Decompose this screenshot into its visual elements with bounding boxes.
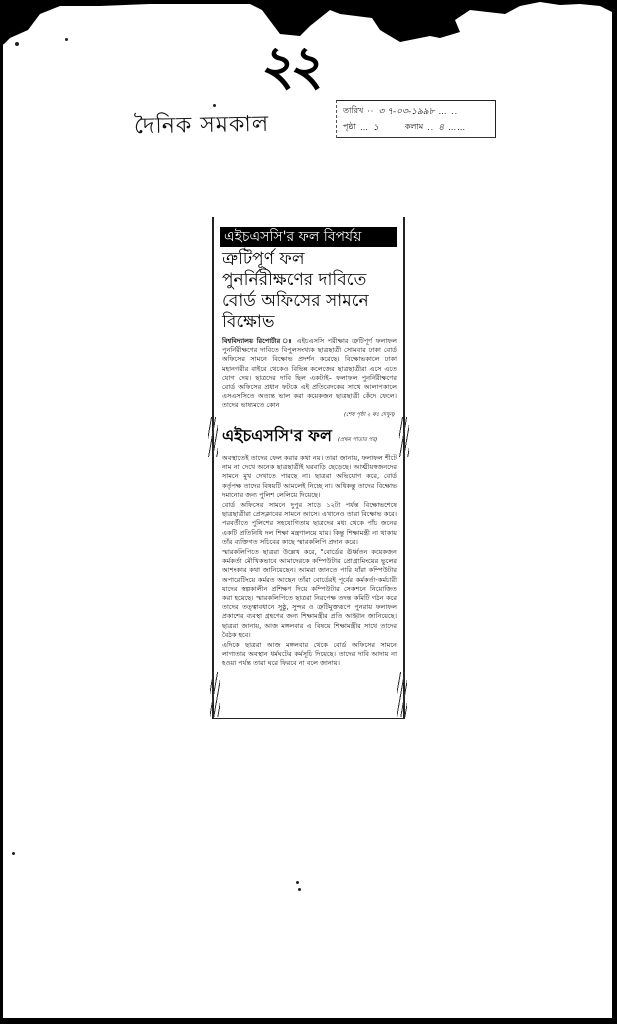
stamp-separator: … ..	[438, 106, 459, 116]
clipping-stamp-box	[336, 100, 496, 138]
right-scan-edge	[612, 0, 617, 1024]
clipping-front-page-part	[212, 217, 405, 417]
torn-edge-mark	[208, 417, 218, 457]
scan-speck	[213, 104, 216, 107]
torn-edge-mark	[210, 672, 220, 717]
stamp-page-row	[343, 119, 489, 135]
stamp-page-label: পৃষ্ঠা	[343, 121, 356, 131]
scan-speck	[65, 38, 68, 41]
stamp-page-value: ১	[372, 122, 379, 133]
scan-speck	[12, 852, 15, 855]
lead-text: এইচএসসি পরীক্ষার ত্রুটিপূর্ণ ফলাফল পুনর্নিরীক্ষণের দাবিতে বিপুলসংখ্যক ছাত্রছাত্রী সোমবার ঢাকা বোর্ড অফিসের সামনে বিক্ষোভ প্রদর্শন করেছে। বিক্ষোভকালে ঢাকা মহানগরীর বাইরে থেকেও বিভিন্ন কলেজের ছাত্রছাত্রীরা এসে এতে যোগ দেয়। ছাত্রদের দাবি ছিল একটাই– ফলাফল পুনর্নিরীক্ষণের বোর্ড অফিসের প্রধান ফটকে এই প্রতিবেদকের সাথে আলাপকালে এসএসসিতে অত্যন্ত ভাল করা কয়েকজন ছাত্রছাত্রী কেঁদে ফেলে। তাদের ভাষ্যমতে কোন	[222, 337, 397, 410]
continuation-header	[222, 423, 397, 450]
clipping-lead-paragraph	[222, 337, 397, 411]
clipping-kicker: এইচএসসি'র ফল বিপর্যয়	[220, 227, 397, 247]
stamp-date-value: ৩ ৭-০৩-১৯৯৮	[378, 106, 435, 117]
stamp-separator: ……	[448, 122, 467, 132]
continuation-paragraph: অবস্থাতেই তাদের ফেল করার কথা নয়। তারা জানায়, ফলাফল শীটে নাম না দেখে অনেক ছাত্রছাত্রীই ঘরবাড়ি ছেড়েছে। আত্মীয়স্বজনদের সামনে মুখ দেখাতে পারছে না। ছাত্ররা অভিযোগ করে, বোর্ড কর্তৃপক্ষ তাদের বিষয়টি আমলেই নিচ্ছে না। অধিকন্তু তাদের বিক্ষোভ দমানোর জন্য পুলিশ লেলিয়ে দিয়েছে।	[222, 454, 397, 499]
continuation-paragraph: স্মারকলিপিতে ছাত্ররা উল্লেখ করে, "বোর্ডের ঊর্ধ্বতন কয়েকজন কর্মকর্তা মৌখিকভাবে আমাদেরকে কম্পিউটার প্রোগ্রামিংয়ের ভুলের আশংকার কথা জানিয়েছেন। আমরা জানতে পারি যাঁরা কম্পিউটার অপারেটিংয়ে কর্মরত আছেন তাঁরা বোর্ডেরই পূর্বের কর্মকর্তা-কর্মচারী যাদের স্বল্পকালীন প্রশিক্ষণ দিয়ে কম্পিউটার সেকশনে নিয়োজিত করা হয়েছে। স্মারকলিপিতে ছাত্ররা নিরপেক্ষ তদন্ত কমিটি গঠন করে তাদের তত্ত্বাবধানে সুষ্ঠু, সুন্দর ও ত্রুটিমুক্তরূপে পুনরায় ফলাফল প্রকাশের ব্যবস্থা গ্রহণের জন্য শিক্ষামন্ত্রীর প্রতি আহ্বান জানিয়েছে। ছাত্ররা জানায়, আজ মঙ্গলবার এ বিষয়ে শিক্ষামন্ত্রীর সাথে তাদের বৈঠক হবে।	[222, 548, 397, 639]
handwritten-newspaper-name: দৈনিক সমকাল	[133, 111, 270, 140]
clipping-headline: ত্রুটিপূর্ণ ফল পুনর্নিরীক্ষণের দাবিতে বোর্ড অফিসের সামনে বিক্ষোভ	[222, 249, 369, 332]
stamp-date-row	[343, 103, 489, 119]
handwritten-page-number: ২২	[257, 33, 325, 97]
stamp-separator: ..	[427, 122, 435, 132]
stamp-separator: ··	[367, 106, 375, 116]
torn-edge-mark	[399, 417, 409, 457]
torn-edge-mark	[397, 672, 407, 717]
left-scan-edge	[0, 40, 3, 1020]
scan-speck	[15, 42, 19, 46]
newspaper-clipping	[212, 217, 405, 719]
continuation-paragraph: বোর্ড অফিসের সামনে দুপুর সাড়ে ১২টা পর্যন্ত বিক্ষোভশেষে ছাত্রছাত্রীরা প্রেসক্লাবের সামনে আসে। এখানেও তারা বিক্ষোভ করে। পরবর্তীতে পুলিশের সহযোগিতায় ছাত্রদের মধ্য থেকে পাঁচ জনের একটি প্রতিনিধি দল শিক্ষা মন্ত্রণালয়ে যায়। কিন্তু শিক্ষামন্ত্রী না থাকায় তাঁর ব্যক্তিগত সচিবের কাছে স্মারকলিপি প্রদান করে।	[222, 501, 397, 546]
continuation-from-note: (প্রথম পাতার পর)	[337, 437, 378, 443]
stamp-date-label: তারিখ	[343, 105, 364, 115]
scan-speck	[296, 881, 299, 884]
continuation-paragraph: এদিকে ছাত্ররা আজ মঙ্গলবার থেকে বোর্ড অফিসের সামনে লাগাতার অবস্থান ধর্মঘটের কর্মসূচি দিয়েছে। তাদের দাবি আদায় না হওয়া পর্যন্ত তারা ঘরে ফিরবে না বলে জানায়।	[222, 641, 397, 668]
continued-note: (শেষ পৃষ্ঠা ২ কঃ দেখুন)	[343, 411, 395, 418]
stamp-column-label: কলাম	[404, 121, 424, 131]
stamp-column-value: ৪	[438, 122, 445, 133]
clipping-continuation-part	[212, 415, 405, 719]
bottom-scan-edge	[0, 1018, 617, 1024]
clipping-byline: বিশ্ববিদ্যালয় রিপোর্টার ঃ	[222, 337, 294, 345]
scan-speck	[298, 888, 301, 891]
continuation-title: এইচএসসি'র ফল	[222, 426, 332, 445]
stamp-separator: …	[359, 122, 369, 132]
